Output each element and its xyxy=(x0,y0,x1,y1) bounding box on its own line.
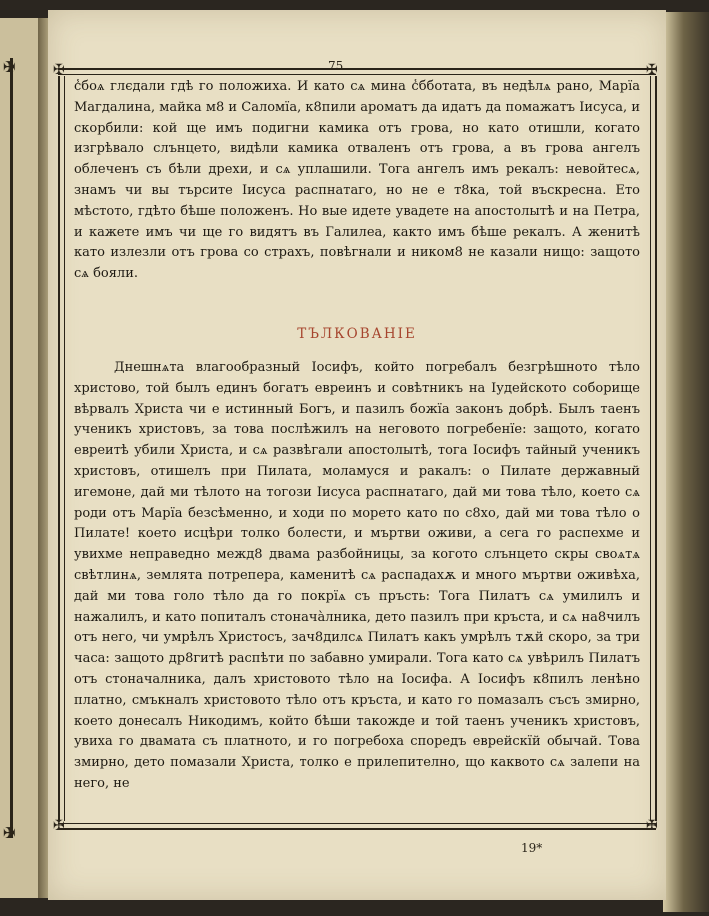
gospel-text-block xyxy=(74,77,640,285)
signature-mark: 19* xyxy=(521,841,543,855)
ornament-bottom-left: ✠ xyxy=(53,818,65,834)
section-heading: ТЪЛКОВАНIЕ xyxy=(297,326,417,342)
ornament-bottom-right: ✠ xyxy=(646,818,658,834)
left-page-border-rule xyxy=(10,58,13,838)
commentary-text-block xyxy=(74,358,640,795)
left-page-ornament-top: ✠ xyxy=(3,58,16,76)
ornament-top-right: ✠ xyxy=(646,62,658,78)
left-page-ornament-bottom: ✠ xyxy=(3,824,16,842)
book-right-edge xyxy=(663,12,709,912)
left-page-edge xyxy=(0,18,42,898)
border-rule-left xyxy=(58,76,65,821)
book-page xyxy=(48,10,666,900)
commentary-paragraph: Днешнѧта влагообразный Iосифъ, който погребалъ безгрѣшното тѣло христово, той былъ единъ богатъ евреинъ и совѣтникъ на Iудейското соборище вѣрвалъ Христа чи е истинный Богъ, и пазилъ божїа законъ добрѣ. Былъ таенъ ученикъ христовъ, за това послѣжилъ на неговото погребенїе: защото, когато евреитѣ убили Христа, и сѧ развѣгали апостолытѣ, тога Iосифъ тайный ученикъ христовъ, отишелъ при Пилата, моламуся и ракалъ: о Пилате державный игемоне, дай ми тѣлото на тогози Iисуса распнатаго, дай ми това тѣло, което сѧ роди отъ Марїа безсѣменно, и ходи по морето като по с8хо, дай ми това тѣло о Пилате! което исцѣри толко болести, и мъртви оживи, а сега го распехме и увихме неправедно межд8 двама разбойницы, за когото слънцето скры своѧтѧ свѣтлинѧ, землята потрепера, каменитѣ сѧ распадахѫ и много мъртви оживѣха, дай ми това голо тѣло да го покрїѧ съ пръсть: Тога Пилатъ сѧ умилилъ и нажалилъ, и като попиталъ стонача̀лника, дето пазилъ при кръста, и сѧ на8чилъ отъ него, чи умрѣлъ Христосъ, зач8дилсѧ Пилатъ какъ умрѣлъ тѫй скоро, за три часа: защото др8гитѣ распѣти по забавно умирали. Тога като сѧ увѣрилъ Пилатъ отъ стоначалника, далъ христовото тѣло на Iосифа. А Iосифъ к8пилъ ленѣно платно, смъкналъ христовото тѣло отъ кръста, и като го помазалъ съсъ змирно, което донесалъ Никодимъ, който бѣши такожде и той таенъ ученикъ христовъ, увиха го двамата съ платното, и го погребоха споредъ еврейскїй обычай. Това змирно, дето помазали Христа, толко е прилепително, що каквото сѧ залепи на него, не xyxy=(74,360,640,791)
border-rule-bottom xyxy=(58,823,656,830)
border-rule-top xyxy=(58,68,656,75)
gospel-paragraph: с̾боѧ глєдали гдѣ го положиха. И като сѧ мина с̾бботата, въ недѣлѧ рано, Марїа Магдалина, майка м8 и Саломїа, к8пили ароматъ да идатъ да помажатъ Iисуса, и скорбили: кой ще имъ подигни камика отъ грова, но като отишли, когато изгрѣвало слънцето, видѣли камика отваленъ отъ грова, а въ грова ангелъ облеченъ съ бѣли дрехи, и сѧ уплашили. Тога ангелъ имъ рекалъ: невойтесѧ, знамъ чи вы търсите Iисуса распнатаго, но не е т8ка, той въскресна. Ето мѣстото, гдѣто бѣше положенъ. Но вые идете увадете на апостолытѣ и на Петра, и кажете имъ чи ще го видятъ въ Галилеа, както имъ бѣше рекалъ. А женитѣ като излезли отъ грова со страхъ, повѣгнали и ником8 не казали нищо: защото сѧ бояли. xyxy=(74,79,640,282)
border-rule-right xyxy=(650,76,657,821)
ornament-top-left: ✠ xyxy=(53,62,65,78)
page-number: 75 xyxy=(328,59,344,73)
